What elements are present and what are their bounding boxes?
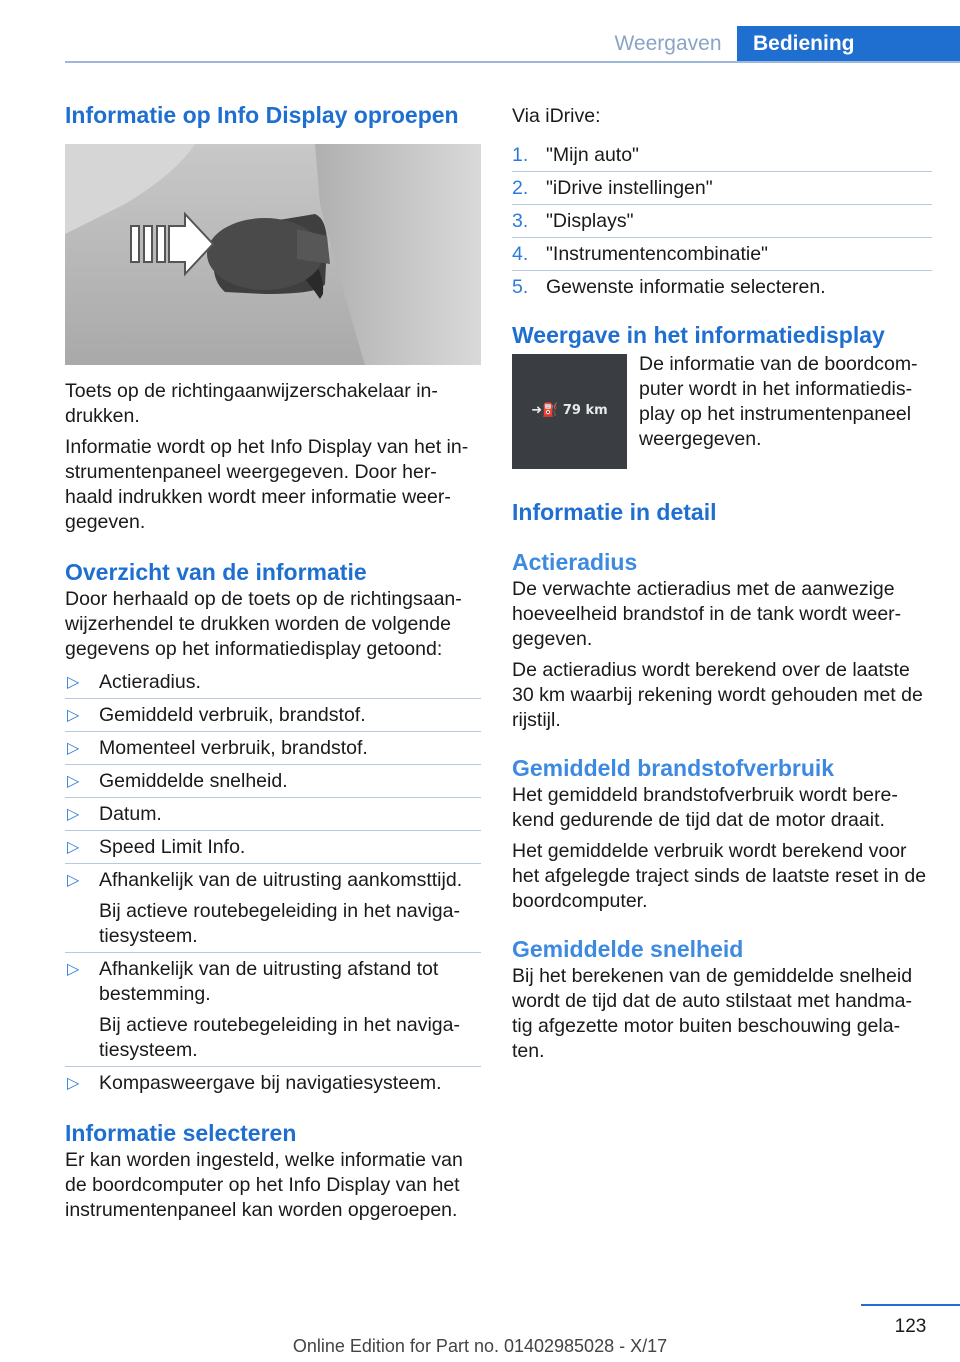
divider: [65, 952, 481, 953]
list-item: ▷ Afhankelijk van de uitrusting aankomsttijd.: [67, 869, 463, 891]
paragraph-selecteren: Er kan worden ingesteld, welke informatie van de boordcomputer op het Info Display van het instrumentenpaneel kan worden opgeroepen.: [65, 1149, 463, 1221]
divider: [65, 863, 481, 864]
divider: [512, 237, 932, 238]
triangle-bullet-icon: ▷: [67, 806, 80, 823]
paragraph-verbruik-2: Het gemiddelde verbruik wordt berekend voor het afgelegde traject sinds de laatste reset in de boordcomputer.: [512, 840, 927, 912]
tab-weergaven[interactable]: Weergaven: [614, 32, 722, 55]
list-item: ▷ Actieradius.: [67, 671, 201, 693]
triangle-bullet-icon: ▷: [67, 872, 80, 889]
paragraph-toets: Toets op de richtingaanwijzerschakelaar in-drukken.: [65, 380, 438, 427]
step-item: 5. Gewenste informatie selecteren.: [512, 276, 826, 298]
heading-actieradius: Actieradius: [512, 549, 638, 575]
header-divider: [65, 61, 960, 63]
info-list: [65, 670, 481, 1096]
list-item: ▷ Gemiddeld verbruik, brandstof.: [67, 704, 366, 726]
triangle-bullet-icon: ▷: [67, 707, 80, 724]
divider: [65, 764, 481, 765]
heading-verbruik: Gemiddeld brandstofverbruik: [512, 755, 835, 781]
paragraph-via-idrive: Via iDrive:: [512, 105, 601, 127]
step-item: 4. "Instrumentencombinatie": [512, 243, 768, 265]
paragraph-verbruik-1: Het gemiddeld brandstofverbruik wordt bere-kend gedurende de tijd dat de motor draait.: [512, 784, 898, 831]
paragraph-actieradius-1: De verwachte actieradius met de aanwezige hoeveelheid brandstof in de tank wordt weer-gegeven.: [512, 578, 902, 650]
heading-weergave: Weergave in het informatiedisplay: [512, 322, 885, 348]
paragraph-informatie: Informatie wordt op het Info Display van het in-strumentenpaneel weergegeven. Door her-haald indrukken wordt meer informatie weer-gegeven.: [65, 436, 469, 533]
list-item-note: Bij actieve routebegeleiding in het naviga-tiesysteem.: [99, 900, 460, 947]
triangle-bullet-icon: ▷: [67, 1075, 80, 1092]
info-display-image: [512, 354, 627, 469]
fuel-range-icon: ➜⛽: [531, 403, 563, 418]
paragraph-overzicht: Door herhaald op de toets op de richtingsaan-wijzerhendel te drukken worden de volgende gegevens op het informatiedisplay getoond:: [65, 588, 462, 660]
list-item: ▷ Kompasweergave bij navigatiesysteem.: [67, 1072, 442, 1094]
list-item: ▷ Datum.: [67, 803, 162, 825]
divider: [65, 731, 481, 732]
step-item: 2. "iDrive instellingen": [512, 177, 713, 199]
heading-selecteren: Informatie selecteren: [65, 1120, 297, 1146]
turn-signal-lever-photo: [65, 144, 481, 365]
heading-detail: Informatie in detail: [512, 499, 717, 525]
triangle-bullet-icon: ▷: [67, 839, 80, 856]
idrive-steps: [512, 143, 932, 300]
step-item: 1. "Mijn auto": [512, 144, 639, 166]
page-header: [0, 0, 960, 64]
divider: [65, 797, 481, 798]
list-item-note: Bij actieve routebegeleiding in het naviga-tiesysteem.: [99, 1014, 460, 1061]
heading-snelheid: Gemiddelde snelheid: [512, 936, 744, 962]
divider: [65, 830, 481, 831]
divider: [65, 698, 481, 699]
divider: [512, 270, 932, 271]
tab-bediening[interactable]: Bediening: [737, 26, 960, 62]
triangle-bullet-icon: ▷: [67, 961, 80, 978]
paragraph-snelheid: Bij het berekenen van de gemiddelde snelheid wordt de tijd dat de auto stilstaat met handma-tig afgezette motor buiten beschouwing gela-ten.: [512, 965, 913, 1062]
list-item: ▷ Momenteel verbruik, brandstof.: [67, 737, 368, 759]
heading-oproepen: Informatie op Info Display oproepen: [65, 102, 459, 128]
paragraph-actieradius-2: De actieradius wordt berekend over de laatste 30 km waarbij rekening wordt gehouden met de rijstijl.: [512, 659, 923, 731]
edition-note: Online Edition for Part no. 01402985028 - X/17: [292, 1336, 668, 1356]
heading-overzicht: Overzicht van de informatie: [65, 559, 367, 585]
lever-illustration: [65, 144, 481, 365]
list-item: ▷ Speed Limit Info.: [67, 836, 246, 858]
triangle-bullet-icon: ▷: [67, 674, 80, 691]
list-item: ▷ Afhankelijk van de uitrusting afstand tot bestemming.: [67, 958, 439, 1005]
divider: [65, 1066, 481, 1067]
list-item: ▷ Gemiddelde snelheid.: [67, 770, 288, 792]
triangle-bullet-icon: ▷: [67, 740, 80, 757]
paragraph-weergave: De informatie van de boordcom-puter wordt in het informatiedis-play op het instrumentenpaneel weergegeven.: [639, 353, 918, 450]
triangle-bullet-icon: ▷: [67, 773, 80, 790]
right-column: [512, 104, 932, 1064]
divider: [512, 204, 932, 205]
left-column: [65, 100, 481, 1223]
footer-divider: [861, 1304, 960, 1306]
step-item: 3. "Displays": [512, 210, 634, 232]
range-readout: ➜⛽ 79 km: [531, 403, 608, 418]
page-number: 123: [894, 1316, 927, 1337]
divider: [512, 171, 932, 172]
